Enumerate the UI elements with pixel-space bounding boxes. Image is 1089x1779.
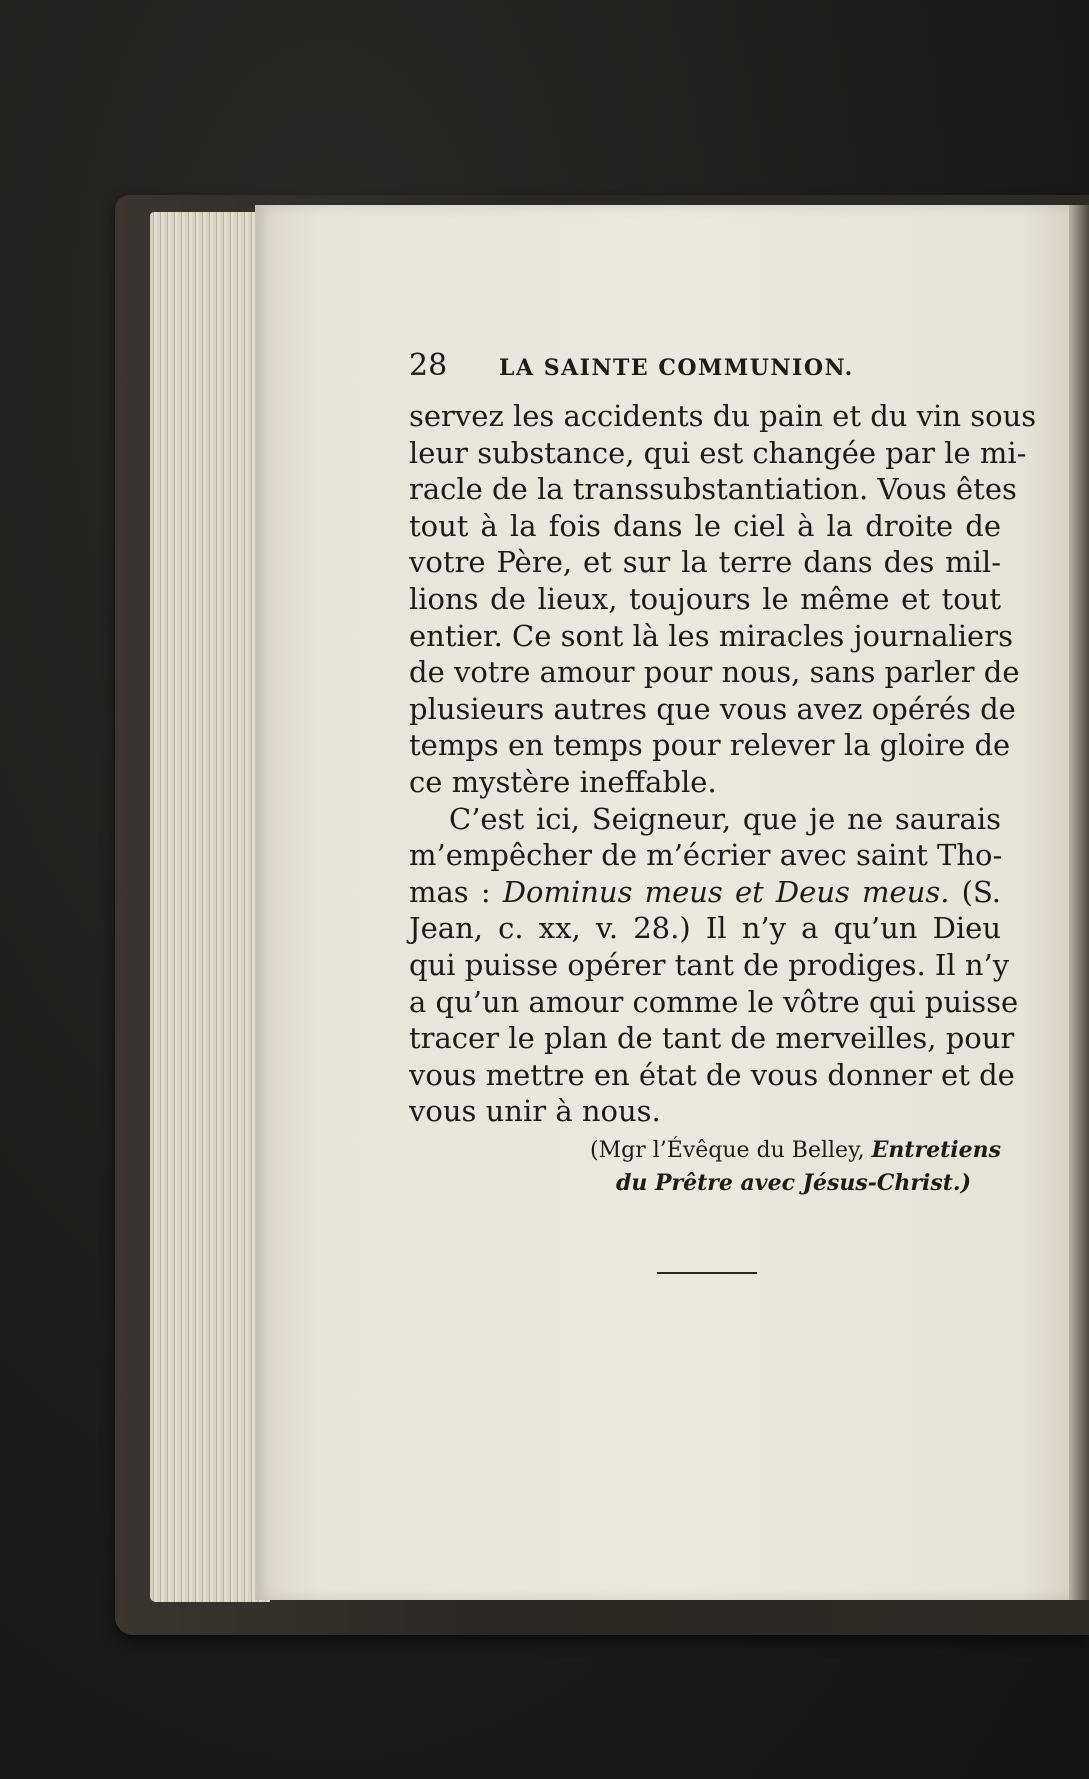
page-header: [409, 348, 1001, 398]
text-line: qui puisse opérer tant de prodiges. Il n’y: [409, 947, 1010, 982]
text-line: de votre amour pour nous, sans parler de: [409, 655, 1020, 690]
attribution: [409, 1134, 1001, 1199]
text-fragment: mas :: [409, 874, 503, 909]
text-block: [409, 348, 1037, 1199]
text-line: C’est ici, Seigneur, que je ne saurais: [449, 801, 1001, 836]
text-line: lions de lieux, toujours le même et tout: [409, 581, 1001, 616]
attribution-title-start: Entretiens: [871, 1136, 1001, 1163]
text-line: m’empêcher de m’écrier avec saint Tho-: [409, 838, 1003, 873]
text-fragment: (S.: [949, 874, 1001, 909]
text-line: tracer le plan de tant de merveilles, pour: [409, 1021, 1015, 1056]
attribution-author: (Mgr l’Évêque du Belley,: [590, 1137, 872, 1163]
text-line: tout à la fois dans le ciel à la droite de: [409, 508, 1001, 543]
text-line: votre Père, et sur la terre dans des mil-: [409, 545, 1001, 580]
text-line: racle de la transsubstantiation. Vous êtes: [409, 472, 1017, 507]
text-line: a qu’un amour comme le vôtre qui puisse: [409, 984, 1019, 1019]
attribution-title-end: du Prêtre avec Jésus-Christ.): [615, 1169, 971, 1196]
page-edges: [150, 212, 270, 1602]
section-rule: [657, 1272, 757, 1274]
text-line: entier. Ce sont là les miracles journaliers: [409, 618, 1013, 653]
text-line: leur substance, qui est changée par le mi-: [409, 435, 1027, 470]
running-head: LA SAINTE COMMUNION.: [499, 355, 854, 381]
text-line: Jean, c. xx, v. 28.) Il n’y a qu’un Dieu: [409, 911, 1001, 946]
attribution-line-1: [409, 1134, 1001, 1167]
text-line: ce mystère ineffable.: [409, 764, 717, 799]
paragraph-2: [409, 801, 1019, 1130]
latin-quote: Dominus meus et Deus meus.: [502, 874, 950, 909]
text-line: vous unir à nous.: [409, 1094, 661, 1129]
text-line: servez les accidents du pain et du vin sous: [409, 399, 1037, 433]
page-number: 28: [409, 348, 448, 383]
text-line: vous mettre en état de vous donner et de: [409, 1057, 1015, 1092]
paragraph-1: [409, 398, 1037, 801]
text-line: plusieurs autres que vous avez opérés de: [409, 691, 1016, 726]
page-gutter: [1069, 205, 1089, 1600]
text-line-with-quote: [409, 874, 1001, 911]
text-line: temps en temps pour relever la gloire de: [409, 728, 1011, 763]
